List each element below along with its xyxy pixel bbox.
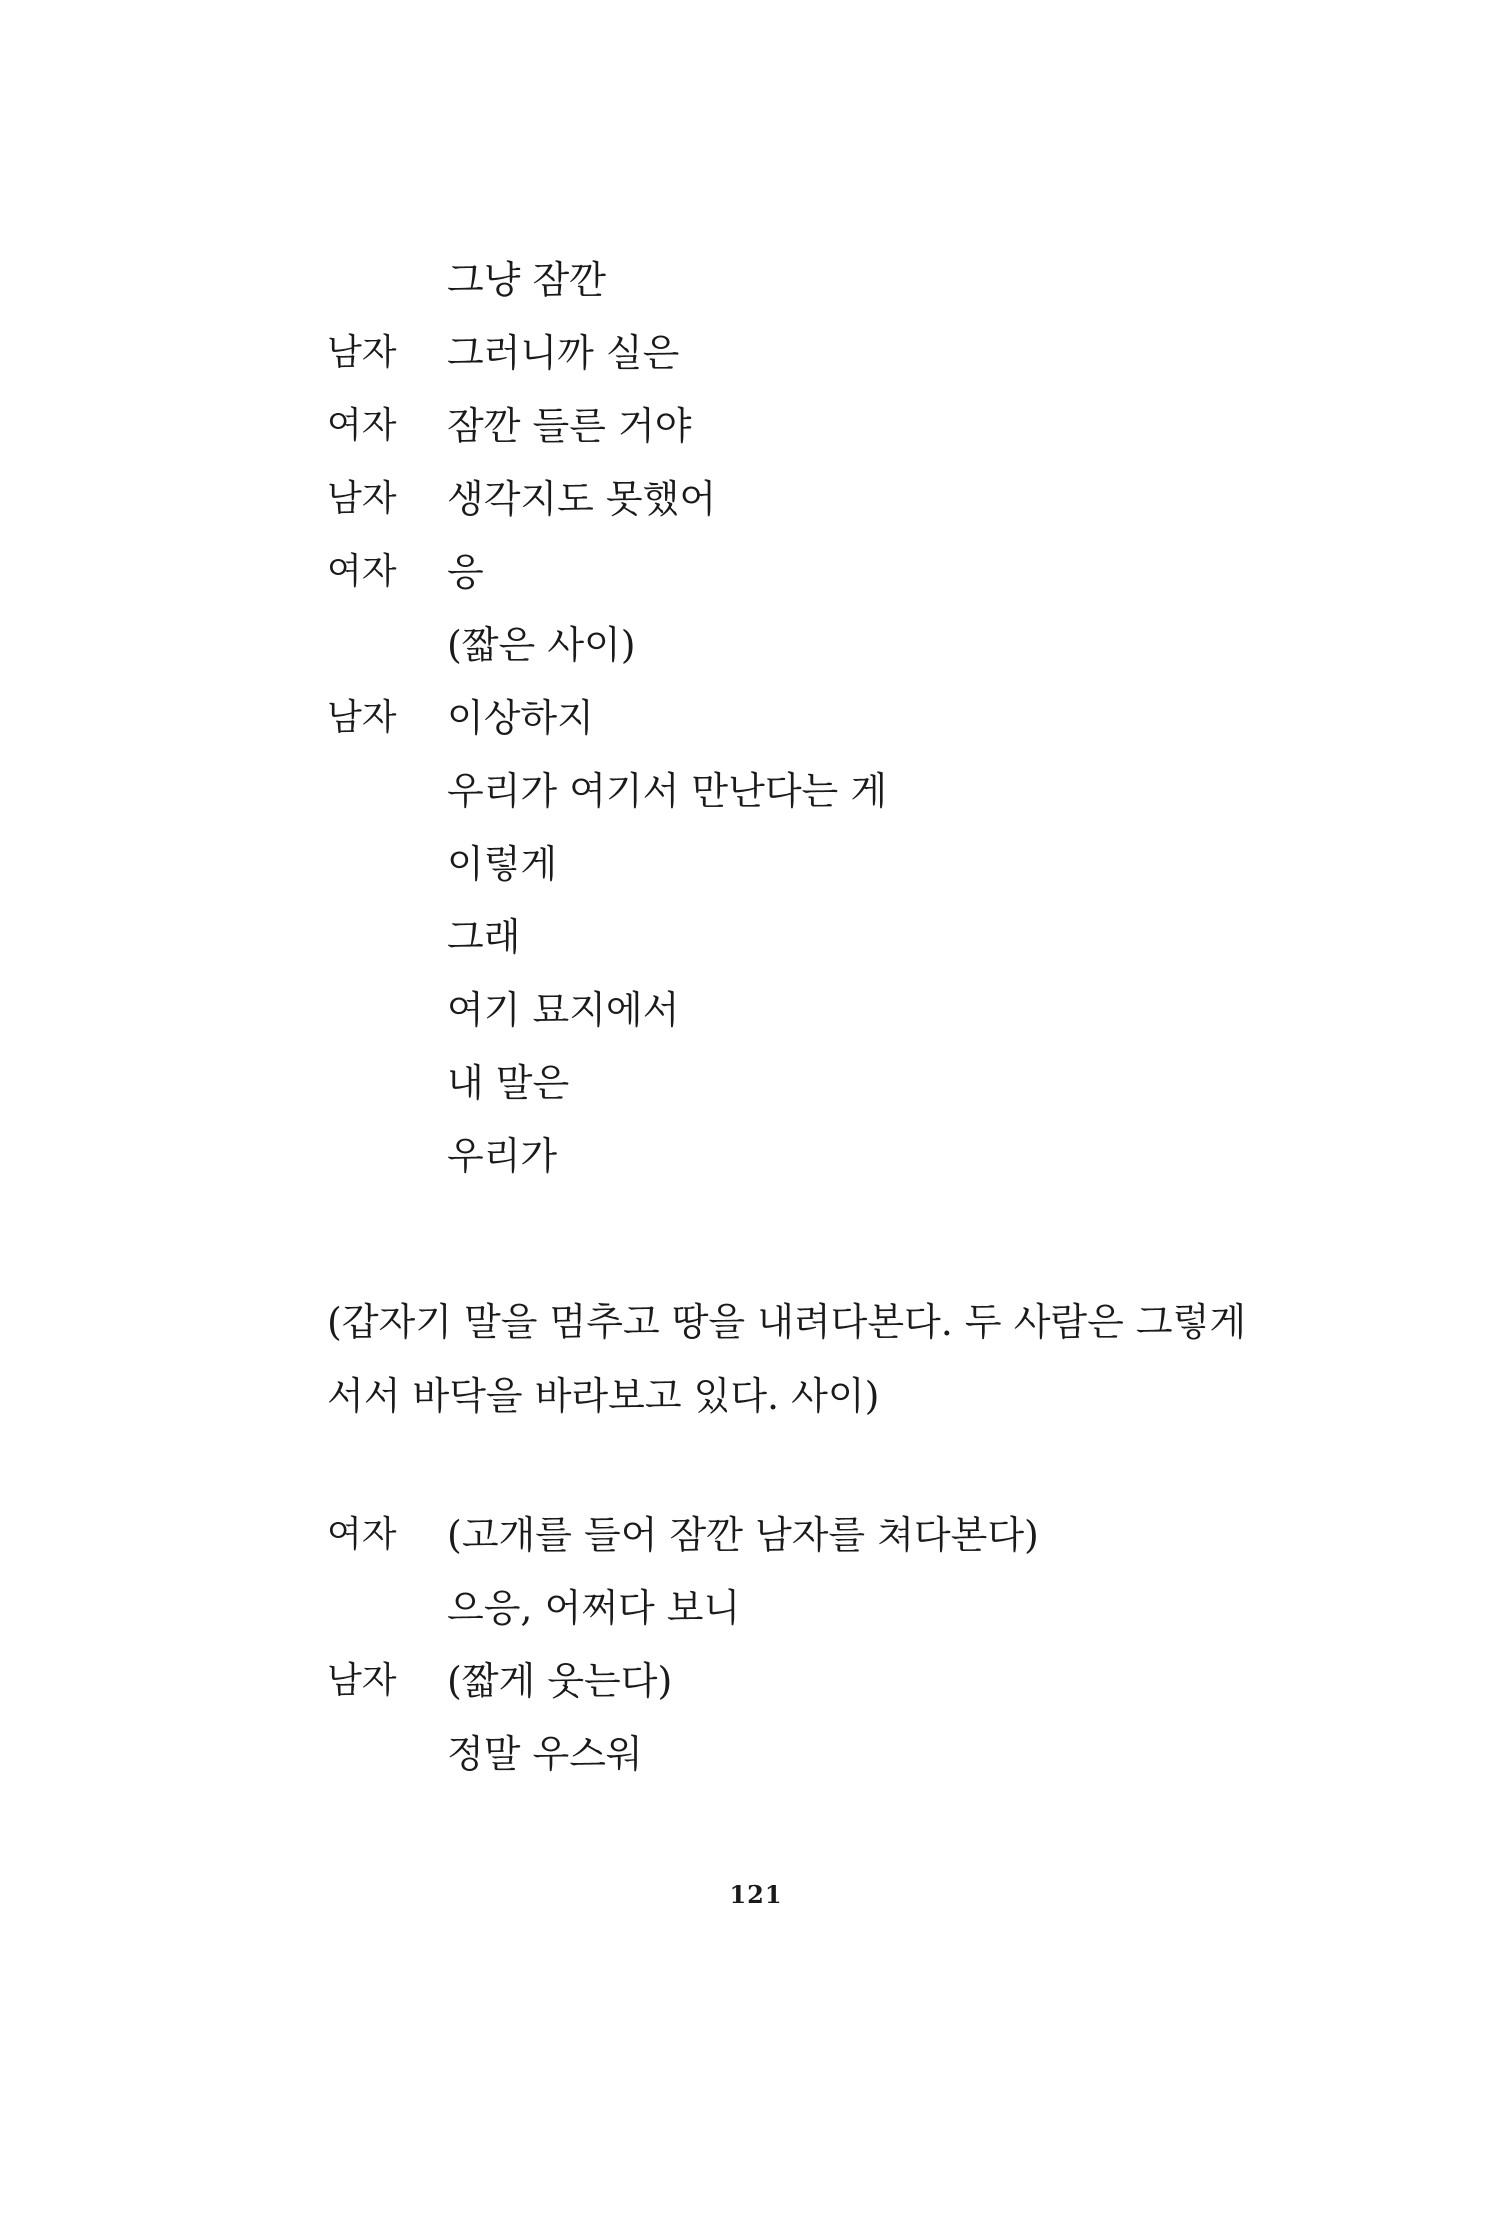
dialogue-text: 그래 xyxy=(447,915,521,959)
dialogue-line xyxy=(0,1724,1512,1784)
dialogue-line xyxy=(0,980,1512,1040)
dialogue-line xyxy=(0,834,1512,894)
dialogue-text: 응 xyxy=(447,550,484,594)
dialogue-line xyxy=(0,396,1512,456)
speaker-label: 여자 xyxy=(327,551,397,592)
dialogue-line xyxy=(0,1505,1512,1565)
dialogue-line xyxy=(0,1578,1512,1638)
speaker-label: 여자 xyxy=(327,1514,397,1555)
dialogue-line xyxy=(0,688,1512,748)
dialogue-text: 이상하지 xyxy=(447,696,594,740)
speaker-label: 남자 xyxy=(327,332,397,373)
dialogue-line xyxy=(0,542,1512,602)
speaker-label: 여자 xyxy=(327,405,397,446)
dialogue-line xyxy=(0,907,1512,967)
dialogue-line xyxy=(0,323,1512,383)
dialogue-line xyxy=(0,469,1512,529)
speaker-label: 남자 xyxy=(327,697,397,738)
dialogue-text: 그냥 잠깐 xyxy=(447,258,606,302)
page-number: 121 xyxy=(729,1880,783,1909)
dialogue-text: 생각지도 못했어 xyxy=(447,477,717,521)
dialogue-text: 으응, 어쩌다 보니 xyxy=(447,1586,741,1630)
dialogue-line xyxy=(0,1651,1512,1711)
dialogue-text: 우리가 여기서 만난다는 게 xyxy=(447,769,888,813)
stage-direction: (갑자기 말을 멈추고 땅을 내려다본다. 두 사람은 그렇게 서서 바닥을 바라보고 있다. 사이) xyxy=(327,1300,1247,1418)
dialogue-line xyxy=(0,1053,1512,1113)
dialogue-text: 우리가 xyxy=(447,1134,558,1178)
dialogue-text: 정말 우스워 xyxy=(447,1732,643,1776)
dialogue-text: (고개를 들어 잠깐 남자를 쳐다본다) xyxy=(447,1513,1039,1557)
dialogue-text: (짧은 사이) xyxy=(447,623,636,667)
dialogue-line xyxy=(0,250,1512,310)
dialogue-text: 잠깐 들른 거야 xyxy=(447,404,692,448)
dialogue-line xyxy=(0,615,1512,675)
speaker-label: 남자 xyxy=(327,478,397,519)
dialogue-text: 이렇게 xyxy=(447,842,558,886)
dialogue-text: 그러니까 실은 xyxy=(447,331,680,375)
dialogue-text: (짧게 웃는다) xyxy=(447,1659,673,1703)
dialogue-text: 내 말은 xyxy=(447,1061,570,1105)
dialogue-line xyxy=(0,761,1512,821)
speaker-label: 남자 xyxy=(327,1660,397,1701)
dialogue-line xyxy=(0,1126,1512,1186)
dialogue-text: 여기 묘지에서 xyxy=(447,988,680,1032)
